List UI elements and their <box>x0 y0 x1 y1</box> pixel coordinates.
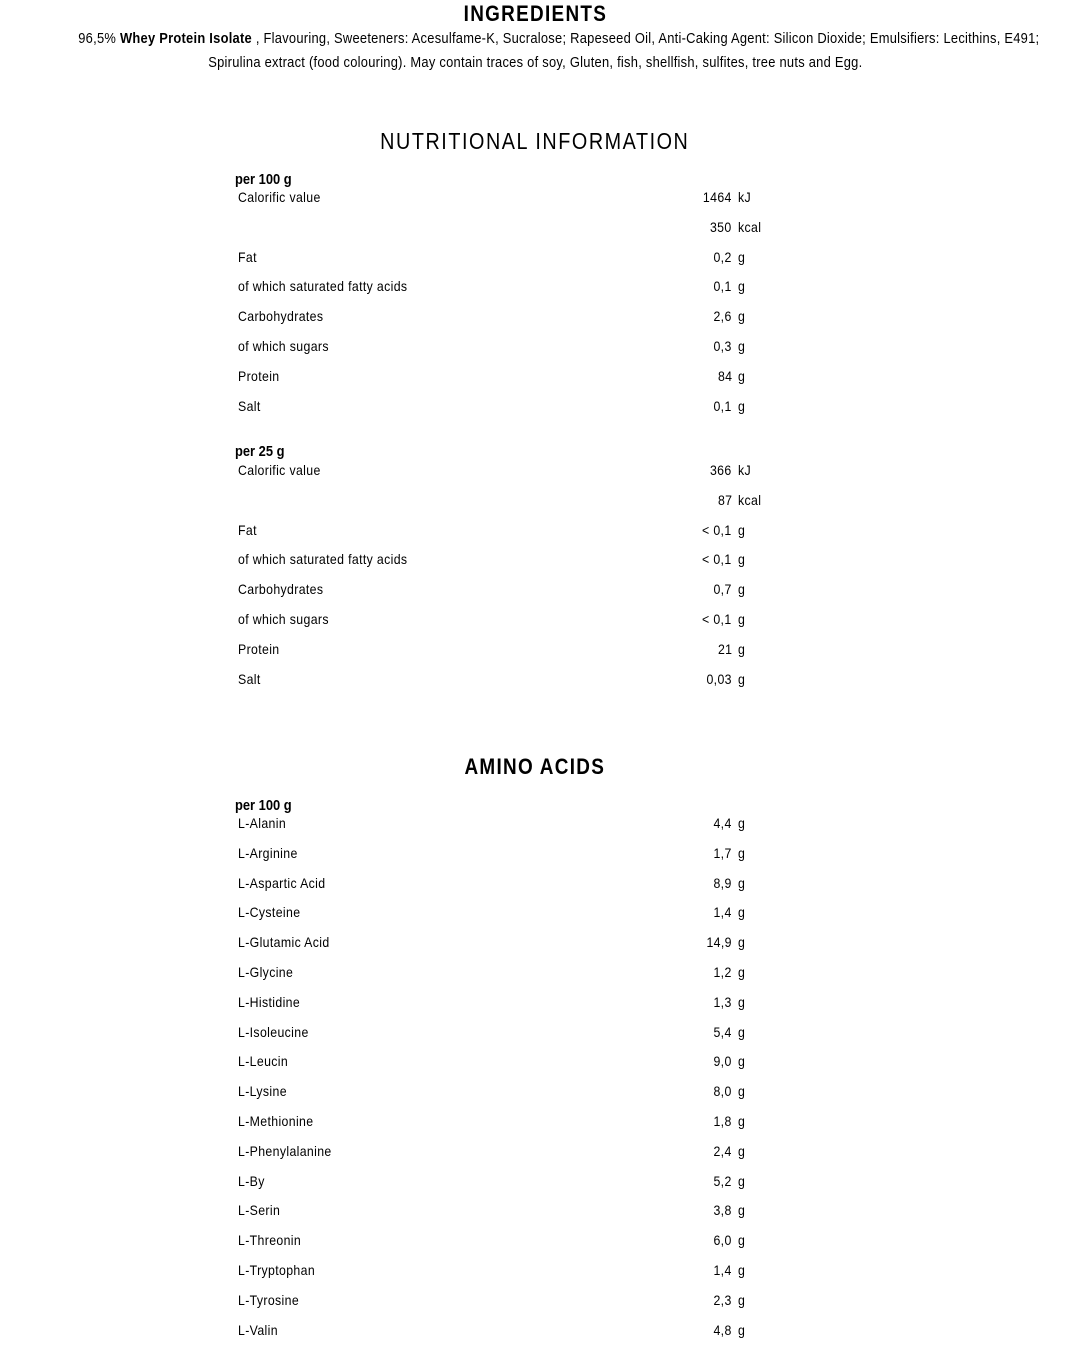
table-row <box>238 671 798 701</box>
row-unit: g <box>738 874 746 891</box>
row-value: 1,4 <box>713 1261 732 1278</box>
row-unit: g <box>738 1053 746 1070</box>
row-unit: g <box>738 1142 746 1159</box>
row-unit: kcal <box>738 218 762 235</box>
row-value: 1,7 <box>713 844 732 861</box>
amino-per100-label: per 100 g <box>235 797 292 814</box>
row-value: < 0,1 <box>702 521 732 538</box>
row-value: 2,3 <box>713 1291 732 1308</box>
row-label: L-Alanin <box>238 815 287 831</box>
row-value: 0,3 <box>713 337 732 354</box>
row-label: of which sugars <box>238 610 329 627</box>
row-unit: kJ <box>738 462 752 478</box>
table-row <box>238 1232 798 1262</box>
row-value: 4,4 <box>713 815 732 831</box>
amino-acids-title <box>0 754 1070 780</box>
row-label: of which saturated fatty acids <box>238 551 408 568</box>
table-row <box>238 1143 798 1173</box>
row-value: 1,4 <box>713 904 732 921</box>
table-row <box>238 249 798 279</box>
row-label: Salt <box>238 397 261 414</box>
row-unit: g <box>738 1083 746 1100</box>
nutrition-per25-table <box>238 462 798 700</box>
table-row <box>238 1173 798 1203</box>
row-unit: g <box>738 815 746 831</box>
nutrition-title <box>0 128 1070 155</box>
ingredients-title <box>0 1 1070 27</box>
row-unit: g <box>738 963 746 980</box>
row-label: of which sugars <box>238 337 329 354</box>
row-value: 9,0 <box>713 1053 732 1070</box>
row-unit: g <box>738 248 746 265</box>
row-unit: g <box>738 1291 746 1308</box>
row-value: 366 <box>710 462 732 478</box>
row-value: 3,8 <box>713 1202 732 1219</box>
row-value: 1,8 <box>713 1112 732 1129</box>
table-row <box>238 189 798 219</box>
table-row <box>238 368 798 398</box>
table-row <box>238 1262 798 1292</box>
row-value: 8,0 <box>713 1083 732 1100</box>
row-value: 2,6 <box>713 308 732 325</box>
row-unit: g <box>738 1202 746 1219</box>
nutrition-per100-label: per 100 g <box>235 171 292 188</box>
row-label: L-Tryptophan <box>238 1261 316 1278</box>
table-row <box>238 815 798 845</box>
row-value: 5,2 <box>713 1172 732 1189</box>
row-label: L-Phenylalanine <box>238 1142 332 1159</box>
row-value: 84 <box>717 367 732 384</box>
row-value: 350 <box>710 218 732 235</box>
row-label: L-Isoleucine <box>238 1023 309 1040</box>
row-label: L-Serin <box>238 1202 281 1219</box>
row-label: L-Lysine <box>238 1083 287 1100</box>
row-unit: g <box>738 1321 746 1338</box>
row-value: 1,2 <box>713 963 732 980</box>
row-unit: g <box>738 367 746 384</box>
row-label: L-Methionine <box>238 1112 314 1129</box>
row-unit: kJ <box>738 189 752 205</box>
row-unit: g <box>738 904 746 921</box>
table-row <box>238 1083 798 1113</box>
table-row <box>238 875 798 905</box>
table-row <box>238 1292 798 1322</box>
row-value: 1464 <box>703 189 732 205</box>
row-value: 87 <box>717 491 732 508</box>
row-label: Fat <box>238 248 257 265</box>
row-value: 6,0 <box>713 1232 732 1249</box>
row-value: 8,9 <box>713 874 732 891</box>
row-unit: g <box>738 934 746 951</box>
row-label: Salt <box>238 670 261 687</box>
nutrition-title-text: NUTRITIONAL INFORMATION <box>380 128 690 154</box>
row-value: 0,2 <box>713 248 732 265</box>
nutrition-per100-table <box>238 189 798 427</box>
ingredients-rest: , Flavouring, Sweeteners: Acesulfame-K, Sucralose; Rapeseed Oil, Anti-Caking Agent: Silicon Dioxide; Emulsifiers: Lecithins, E491; <box>251 30 1040 47</box>
row-label: L-Tyrosine <box>238 1291 300 1308</box>
row-value: 5,4 <box>713 1023 732 1040</box>
row-label: L-Histidine <box>238 993 301 1010</box>
table-row <box>238 219 798 249</box>
row-value: 0,1 <box>713 397 732 414</box>
ingredients-text-line-2 <box>0 51 1070 75</box>
row-unit: g <box>738 308 746 325</box>
row-unit: g <box>738 670 746 687</box>
row-unit: g <box>738 993 746 1010</box>
row-value: 0,1 <box>713 278 732 295</box>
row-unit: g <box>738 640 746 657</box>
table-row <box>238 845 798 875</box>
nutrition-per25-label: per 25 g <box>235 443 285 460</box>
table-row <box>238 994 798 1024</box>
row-label: L-Glycine <box>238 963 294 980</box>
row-unit: g <box>738 1232 746 1249</box>
row-label: L-Leucin <box>238 1053 289 1070</box>
row-unit: g <box>738 1172 746 1189</box>
row-label: L-Threonin <box>238 1232 302 1249</box>
table-row <box>238 1202 798 1232</box>
row-unit: g <box>738 581 746 598</box>
ingredients-main-ingredient: Whey Protein Isolate <box>119 30 252 47</box>
row-unit: g <box>738 397 746 414</box>
row-label: Carbohydrates <box>238 581 324 598</box>
amino-per100-table <box>238 815 798 1351</box>
amino-acids-title-text: AMINO ACIDS <box>464 754 606 779</box>
row-unit: g <box>738 610 746 627</box>
ingredients-text-line-1 <box>0 27 1070 51</box>
ingredients-percentage: 96,5% <box>78 30 120 47</box>
ingredients-allergens: Spirulina extract (food colouring). May contain traces of soy, Gluten, fish, shellfish, sulfites, tree nuts and Egg. <box>207 54 863 71</box>
row-label: Fat <box>238 521 257 538</box>
row-label: Protein <box>238 367 280 384</box>
table-row <box>238 278 798 308</box>
row-unit: g <box>738 551 746 568</box>
table-row <box>238 641 798 671</box>
table-row <box>238 1322 798 1352</box>
row-label: L-Arginine <box>238 844 298 861</box>
table-row <box>238 611 798 641</box>
table-row <box>238 462 798 492</box>
table-row <box>238 1113 798 1143</box>
row-label: L-Valin <box>238 1321 278 1338</box>
table-row <box>238 522 798 552</box>
table-row <box>238 308 798 338</box>
table-row <box>238 581 798 611</box>
row-unit: g <box>738 521 746 538</box>
row-value: 4,8 <box>713 1321 732 1338</box>
row-value: 14,9 <box>706 934 732 951</box>
table-row <box>238 398 798 428</box>
row-unit: g <box>738 337 746 354</box>
row-value: < 0,1 <box>702 610 732 627</box>
row-label: Carbohydrates <box>238 308 324 325</box>
row-value: < 0,1 <box>702 551 732 568</box>
table-row <box>238 551 798 581</box>
row-label: L-Glutamic Acid <box>238 934 330 951</box>
row-value: 2,4 <box>713 1142 732 1159</box>
row-value: 0,7 <box>713 581 732 598</box>
row-value: 1,3 <box>713 993 732 1010</box>
row-label: Protein <box>238 640 280 657</box>
row-unit: g <box>738 1112 746 1129</box>
row-unit: g <box>738 278 746 295</box>
row-label: L-Aspartic Acid <box>238 874 326 891</box>
row-unit: g <box>738 1023 746 1040</box>
row-label: L-Cysteine <box>238 904 301 921</box>
row-label: Calorific value <box>238 462 321 478</box>
ingredients-title-text: INGREDIENTS <box>463 1 607 26</box>
table-row <box>238 1053 798 1083</box>
row-unit: kcal <box>738 491 762 508</box>
table-row <box>238 338 798 368</box>
row-unit: g <box>738 1261 746 1278</box>
row-value: 21 <box>717 640 732 657</box>
row-value: 0,03 <box>706 670 732 687</box>
row-label: Calorific value <box>238 189 321 205</box>
row-label: of which saturated fatty acids <box>238 278 408 295</box>
table-row <box>238 934 798 964</box>
table-row <box>238 904 798 934</box>
row-label: L-By <box>238 1172 265 1189</box>
row-unit: g <box>738 844 746 861</box>
table-row <box>238 1024 798 1054</box>
table-row <box>238 964 798 994</box>
table-row <box>238 492 798 522</box>
